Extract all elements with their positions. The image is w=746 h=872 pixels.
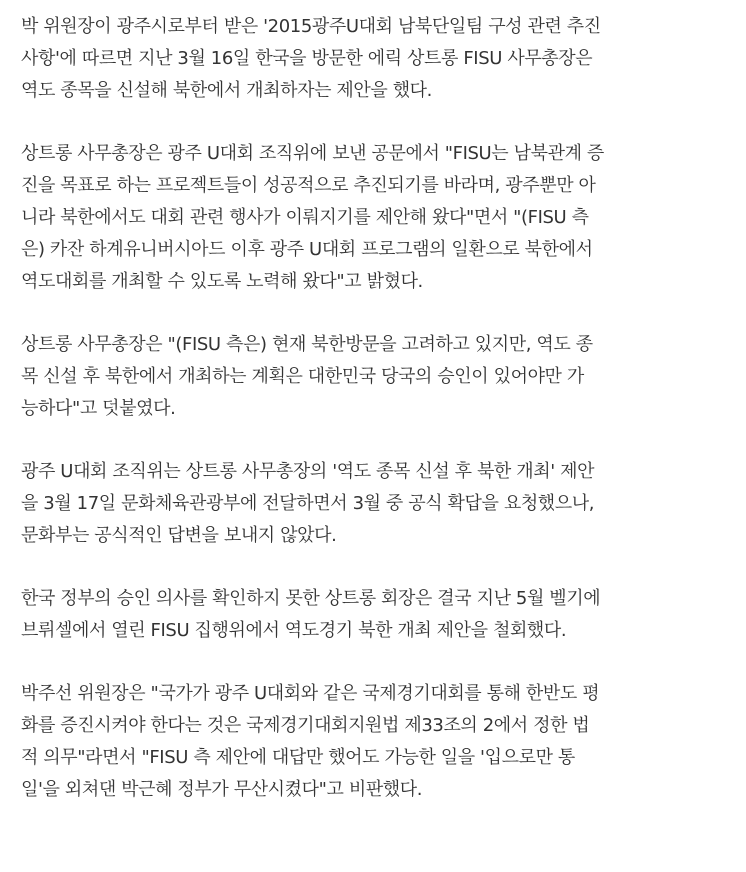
text-line: 브뤼셀에서 열린 FISU 집행위에서 역도경기 북한 개최 제안을 철회했다.: [21, 620, 567, 641]
paragraph-gap: [21, 107, 739, 138]
text-line: 한국 정부의 승인 의사를 확인하지 못한 상트롱 회장은 결국 지난 5월 벨기에: [21, 588, 601, 609]
text-line: 진을 목표로 하는 프로젝트들이 성공적으로 추진되기를 바라며, 광주뿐만 아: [21, 175, 596, 196]
article-body: [21, 11, 739, 806]
text-line: 화를 증진시켜야 한다는 것은 국제경기대회지원법 제33조의 2에서 정한 법: [21, 715, 590, 736]
text-line: 문화부는 공식적인 답변을 보내지 않았다.: [21, 525, 337, 546]
paragraph-gap: [21, 647, 739, 678]
text-line: 니라 북한에서도 대회 관련 행사가 이뤄지기를 제안해 왔다"면서 "(FISU 측: [21, 207, 589, 228]
text-line: 사항'에 따르면 지난 3월 16일 한국을 방문한 에릭 상트롱 FISU 사무총장은: [21, 48, 593, 69]
text-line: 일'을 외쳐댄 박근혜 정부가 무산시켰다"고 비판했다.: [21, 779, 423, 800]
text-line: 상트롱 사무총장은 광주 U대회 조직위에 보낸 공문에서 "FISU는 남북관계 증: [21, 143, 604, 164]
paragraph-6: [21, 678, 739, 806]
paragraph-3: [21, 329, 739, 425]
paragraph-2: [21, 138, 739, 298]
text-line: 적 의무"라면서 "FISU 측 제안에 대답만 했어도 가능한 일을 '입으로만 통: [21, 747, 575, 768]
text-line: 을 3월 17일 문화체육관광부에 전달하면서 3월 중 공식 확답을 요청했으나,: [21, 493, 595, 514]
paragraph-gap: [21, 298, 739, 329]
text-line: 박 위원장이 광주시로부터 받은 '2015광주U대회 남북단일팀 구성 관련 추진: [21, 16, 601, 37]
text-line: 목 신설 후 북한에서 개최하는 계획은 대한민국 당국의 승인이 있어야만 가: [21, 366, 584, 387]
text-line: 박주선 위원장은 "국가가 광주 U대회와 같은 국제경기대회를 통해 한반도 평: [21, 683, 600, 704]
paragraph-gap: [21, 552, 739, 583]
paragraph-5: [21, 583, 739, 647]
text-line: 역도대회를 개최할 수 있도록 노력해 왔다"고 밝혔다.: [21, 271, 423, 292]
paragraph-1: [21, 11, 739, 107]
text-line: 상트롱 사무총장은 "(FISU 측은) 현재 북한방문을 고려하고 있지만, 역도 종: [21, 334, 593, 355]
text-line: 광주 U대회 조직위는 상트롱 사무총장의 '역도 종목 신설 후 북한 개최' 제안: [21, 461, 595, 482]
text-line: 은) 카잔 하계유니버시아드 이후 광주 U대회 프로그램의 일환으로 북한에서: [21, 239, 593, 260]
paragraph-4: [21, 456, 739, 552]
text-line: 능하다"고 덧붙였다.: [21, 398, 176, 419]
paragraph-gap: [21, 425, 739, 456]
text-line: 역도 종목을 신설해 북한에서 개최하자는 제안을 했다.: [21, 80, 432, 101]
